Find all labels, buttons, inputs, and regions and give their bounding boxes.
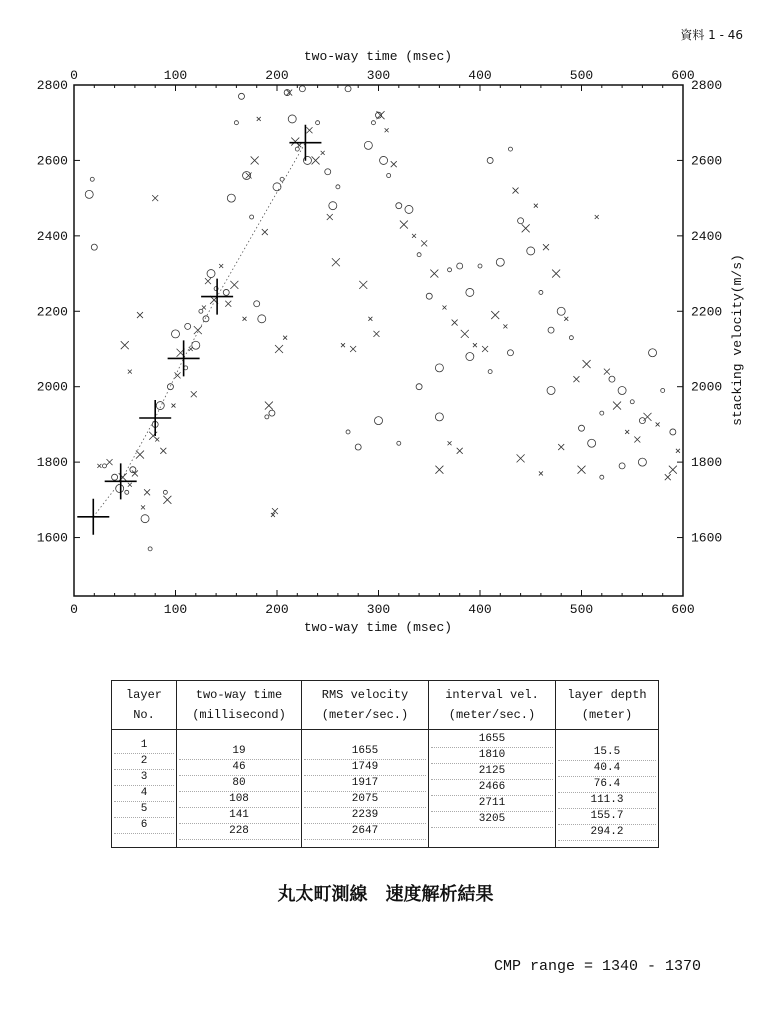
- cross-point: [137, 312, 143, 318]
- cross-point: [321, 151, 325, 155]
- circle-point: [199, 309, 203, 313]
- circle-point: [258, 315, 266, 323]
- circle-point: [405, 205, 413, 213]
- cell: 2466: [431, 780, 553, 796]
- cross-point: [634, 436, 640, 442]
- circle-point: [207, 270, 215, 278]
- cross-point: [491, 311, 499, 319]
- x-tick-label-bottom: 200: [265, 602, 289, 617]
- circle-point: [466, 353, 474, 361]
- x-tick-label-bottom: 0: [70, 602, 78, 617]
- pick-cross: [139, 400, 171, 436]
- circle-point: [600, 411, 604, 415]
- pick-cross: [289, 125, 321, 161]
- cross-point: [595, 215, 599, 219]
- cross-point: [225, 301, 231, 307]
- circle-point: [85, 190, 93, 198]
- circle-point: [557, 307, 565, 315]
- x-tick-label-top: 100: [163, 68, 188, 83]
- x-tick-label-bottom: 600: [671, 602, 695, 617]
- cross-point: [107, 459, 113, 465]
- cross-point: [312, 156, 320, 164]
- pick-cross: [105, 463, 137, 499]
- cross-point: [297, 143, 301, 147]
- circle-point: [417, 253, 421, 257]
- cross-point: [517, 454, 525, 462]
- cross-point: [448, 441, 452, 445]
- circle-point: [649, 349, 657, 357]
- circle-point: [539, 290, 543, 294]
- circle-point: [387, 174, 391, 178]
- header-two-way-time: two-way time (millisecond): [177, 681, 302, 730]
- circle-point: [273, 183, 281, 191]
- cell: 155.7: [558, 809, 656, 825]
- cross-point: [265, 402, 273, 410]
- circle-point: [116, 485, 124, 493]
- cross-point: [539, 471, 543, 475]
- circle-point: [90, 177, 94, 181]
- cross-point: [332, 258, 340, 266]
- circle-point: [316, 121, 320, 125]
- cross-point: [144, 489, 150, 495]
- cross-point: [377, 111, 385, 119]
- cell: 4: [114, 786, 174, 802]
- cross-point: [534, 204, 538, 208]
- cell: 2125: [431, 764, 553, 780]
- circle-point: [527, 247, 535, 255]
- cross-point: [482, 346, 488, 352]
- x-tick-label-top: 300: [366, 68, 391, 83]
- circle-point: [336, 185, 340, 189]
- column-two-way-time: [177, 730, 302, 848]
- results-table: [111, 680, 659, 848]
- cross-point: [656, 422, 660, 426]
- circle-point: [508, 147, 512, 151]
- circle-point: [345, 86, 351, 92]
- circle-point: [364, 141, 372, 149]
- column-layer-depth: [556, 730, 659, 848]
- circle-point: [488, 370, 492, 374]
- cross-point: [625, 430, 629, 434]
- y-tick-label-right: 1600: [691, 530, 723, 546]
- x-tick-label-bottom: 400: [468, 602, 492, 617]
- cross-point: [543, 244, 549, 250]
- cell: 2: [114, 754, 174, 770]
- circle-point: [329, 202, 337, 210]
- cross-point: [604, 369, 610, 375]
- circle-point: [435, 413, 443, 421]
- cross-point: [141, 505, 145, 509]
- circle-point: [163, 490, 167, 494]
- circle-point: [288, 115, 296, 123]
- x-tick-label-bottom: 500: [569, 602, 594, 617]
- cross-point: [306, 127, 312, 133]
- circle-point: [619, 463, 625, 469]
- column-layer-no: [112, 730, 177, 848]
- cell: 3: [114, 770, 174, 786]
- circle-point: [518, 218, 524, 224]
- y-axis-title: stacking velocity(m/s): [730, 254, 745, 426]
- cross-point: [163, 496, 171, 504]
- cross-point: [452, 320, 458, 326]
- cell: 228: [179, 824, 299, 840]
- cross-point: [189, 347, 193, 351]
- cross-point: [327, 214, 333, 220]
- cross-point: [578, 466, 586, 474]
- x-tick-label-bottom: 100: [163, 602, 188, 617]
- circle-point: [397, 441, 401, 445]
- cross-point: [171, 404, 175, 408]
- cell: 1917: [304, 776, 426, 792]
- cross-point: [676, 449, 680, 453]
- cross-point: [191, 391, 197, 397]
- x-tick-label-top: 500: [569, 68, 594, 83]
- cell: 2711: [431, 796, 553, 812]
- x-tick-label-top: 200: [265, 68, 289, 83]
- circle-point: [91, 244, 97, 250]
- cross-point: [643, 413, 651, 421]
- cross-point: [430, 270, 438, 278]
- circle-point: [299, 86, 305, 92]
- cross-point: [613, 402, 621, 410]
- cell: 1655: [431, 732, 553, 748]
- cross-point: [128, 483, 132, 487]
- cross-point: [359, 281, 367, 289]
- cell: 1749: [304, 760, 426, 776]
- pick-cross: [168, 340, 200, 376]
- cross-point: [257, 117, 261, 121]
- y-tick-label-left: 2800: [36, 78, 68, 93]
- circle-point: [547, 386, 555, 394]
- circle-point: [448, 268, 452, 272]
- cross-point: [283, 336, 287, 340]
- cross-point: [435, 466, 443, 474]
- cell: 19: [179, 744, 299, 760]
- cell: 141: [179, 808, 299, 824]
- circle-point: [487, 157, 493, 163]
- circle-point: [141, 515, 149, 523]
- circle-point: [148, 547, 152, 551]
- circle-point: [269, 410, 275, 416]
- circle-point: [375, 417, 383, 425]
- cross-point: [97, 464, 101, 468]
- circle-point: [496, 258, 504, 266]
- circle-point: [355, 444, 361, 450]
- circle-point: [548, 327, 554, 333]
- cross-point: [503, 324, 507, 328]
- circle-point: [600, 475, 604, 479]
- circle-point: [325, 169, 331, 175]
- cross-point: [583, 360, 591, 368]
- header-interval-vel: interval vel. (meter/sec.): [429, 681, 556, 730]
- cross-point: [202, 306, 206, 310]
- cell: 294.2: [558, 825, 656, 841]
- cross-point: [442, 306, 446, 310]
- pick-cross: [77, 499, 109, 535]
- x-axis-title-bottom: two-way time (msec): [303, 620, 453, 635]
- cross-point: [473, 343, 477, 347]
- cross-point: [121, 341, 129, 349]
- cross-point: [219, 264, 223, 268]
- circle-point: [609, 376, 615, 382]
- header-rms-velocity: RMS velocity (meter/sec.): [302, 681, 429, 730]
- table-header-row: [112, 681, 659, 730]
- cell: 46: [179, 760, 299, 776]
- cross-point: [558, 444, 564, 450]
- x-tick-label-top: 400: [468, 68, 492, 83]
- cell: 2647: [304, 824, 426, 840]
- circle-point: [243, 172, 251, 180]
- cross-point: [251, 156, 259, 164]
- circle-point: [396, 203, 402, 209]
- cross-point: [128, 370, 132, 374]
- circle-point: [280, 177, 284, 181]
- cross-point: [457, 448, 463, 454]
- circle-point: [102, 464, 106, 468]
- y-tick-label-right: 2000: [691, 379, 723, 395]
- circle-point: [238, 93, 244, 99]
- circle-point: [618, 386, 626, 394]
- axis-ticks: [37, 68, 722, 617]
- circle-point: [156, 402, 164, 410]
- circle-point: [661, 388, 665, 392]
- cmp-range-label: CMP range = 1340 - 1370: [493, 958, 701, 975]
- cross-point: [155, 437, 159, 441]
- circle-point: [435, 364, 443, 372]
- x-tick-label-top: 600: [671, 68, 695, 83]
- cross-point: [421, 240, 427, 246]
- circle-point: [254, 301, 260, 307]
- y-tick-label-left: 2000: [36, 379, 68, 395]
- circle-point: [112, 474, 118, 480]
- cross-point: [350, 346, 356, 352]
- y-tick-label-left: 1800: [36, 455, 68, 471]
- circle-point: [507, 350, 513, 356]
- cross-point: [669, 466, 677, 474]
- cross-point: [665, 474, 671, 480]
- y-tick-label-right: 2800: [691, 78, 723, 93]
- circle-point: [670, 429, 676, 435]
- cell: 80: [179, 776, 299, 792]
- circle-point: [588, 439, 596, 447]
- circle-point: [638, 458, 646, 466]
- y-tick-label-right: 2600: [691, 153, 723, 169]
- y-tick-label-right: 2200: [691, 304, 723, 320]
- cross-point: [136, 451, 144, 459]
- cell: 108: [179, 792, 299, 808]
- y-tick-label-left: 2200: [36, 304, 68, 320]
- cross-point: [461, 330, 469, 338]
- circle-point: [569, 336, 573, 340]
- cell: 40.4: [558, 761, 656, 777]
- cell: 15.5: [558, 745, 656, 761]
- x-tick-label-bottom: 300: [366, 602, 391, 617]
- circle-point: [478, 264, 482, 268]
- cross-point: [522, 224, 530, 232]
- circle-point: [265, 415, 269, 419]
- circle-point: [466, 288, 474, 296]
- y-tick-label-right: 1800: [691, 455, 723, 471]
- cross-point: [513, 188, 519, 194]
- cell: 1810: [431, 748, 553, 764]
- x-tick-label-top: 0: [70, 68, 78, 83]
- figure-caption: 丸太町測線 速度解析結果: [277, 884, 494, 905]
- circle-point: [227, 194, 235, 202]
- cross-point: [385, 128, 389, 132]
- circle-point: [371, 121, 375, 125]
- cell: 1655: [304, 744, 426, 760]
- data-marks: [85, 86, 680, 551]
- plot-frame: [74, 85, 683, 596]
- page-reference: 資料 1 - 46: [680, 28, 743, 42]
- circle-point: [250, 215, 254, 219]
- x-axis-title-top: two-way time (msec): [303, 49, 453, 64]
- header-layer-no: layer No.: [112, 681, 177, 730]
- cell: 2075: [304, 792, 426, 808]
- cross-point: [205, 278, 211, 284]
- circle-point: [346, 430, 350, 434]
- column-interval-vel: [429, 730, 556, 848]
- circle-point: [223, 289, 229, 295]
- cell: 5: [114, 802, 174, 818]
- cross-point: [243, 317, 247, 321]
- cell: 1: [114, 738, 174, 754]
- circle-point: [426, 293, 432, 299]
- y-tick-label-left: 2600: [36, 153, 68, 169]
- y-tick-label-left: 2400: [36, 228, 68, 244]
- cell: 6: [114, 818, 174, 834]
- circle-point: [416, 384, 422, 390]
- y-tick-label-left: 1600: [36, 530, 68, 546]
- circle-point: [579, 425, 585, 431]
- column-rms-velocity: [302, 730, 429, 848]
- table-body-row: [112, 730, 659, 848]
- circle-point: [639, 418, 645, 424]
- cross-point: [400, 221, 408, 229]
- circle-point: [167, 384, 173, 390]
- cross-point: [230, 281, 238, 289]
- cell: 111.3: [558, 793, 656, 809]
- cross-point: [262, 229, 268, 235]
- cross-point: [152, 195, 158, 201]
- circle-point: [295, 147, 299, 151]
- header-layer-depth: layer depth (meter): [556, 681, 659, 730]
- cross-point: [412, 234, 416, 238]
- velocity-picks: [77, 125, 321, 535]
- cross-point: [160, 448, 166, 454]
- circle-point: [234, 121, 238, 125]
- cross-point: [368, 317, 372, 321]
- cross-point: [341, 343, 345, 347]
- cell: 3205: [431, 812, 553, 828]
- cross-point: [275, 345, 283, 353]
- cross-point: [391, 161, 397, 167]
- circle-point: [172, 330, 180, 338]
- cross-point: [564, 317, 568, 321]
- cross-point: [552, 270, 560, 278]
- circle-point: [125, 490, 129, 494]
- velocity-function-line: [93, 143, 305, 517]
- cell: 2239: [304, 808, 426, 824]
- circle-point: [457, 263, 463, 269]
- circle-point: [203, 316, 209, 322]
- cross-point: [573, 376, 579, 382]
- y-tick-label-right: 2400: [691, 228, 723, 244]
- circle-point: [185, 323, 191, 329]
- cross-point: [373, 331, 379, 337]
- circle-point: [630, 400, 634, 404]
- circle-point: [192, 341, 200, 349]
- circle-point: [380, 156, 388, 164]
- cell: 76.4: [558, 777, 656, 793]
